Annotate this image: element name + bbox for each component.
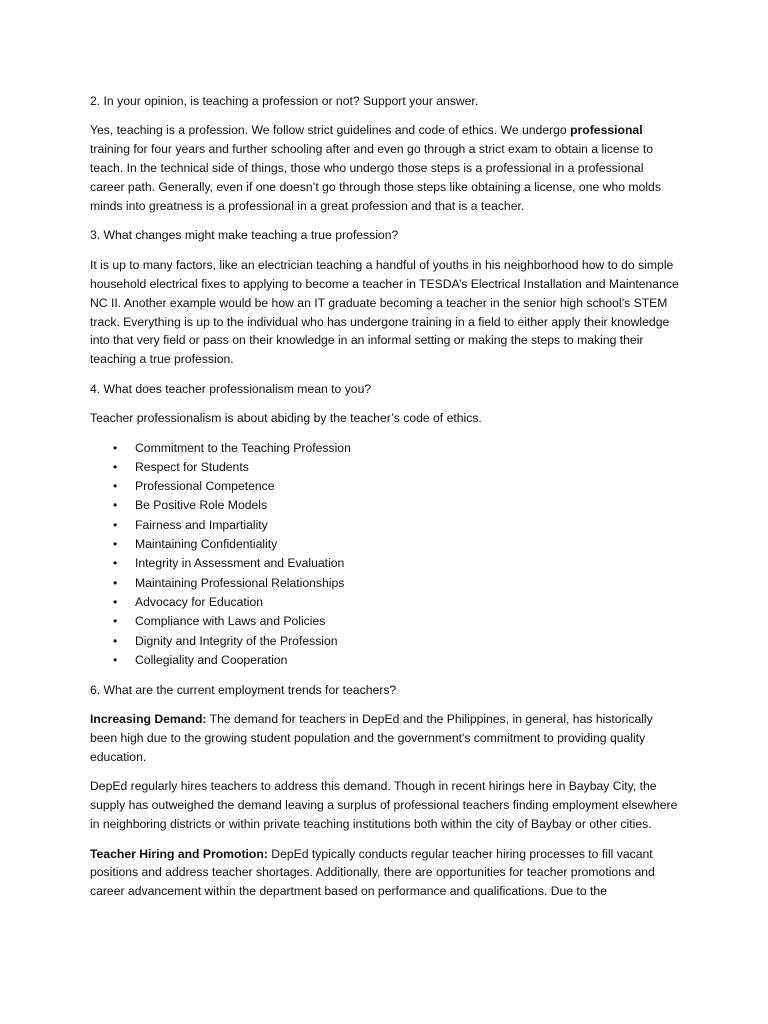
promotion-heading: Teacher Hiring and Promotion: xyxy=(90,846,268,861)
list-item-text: Maintaining Confidentiality xyxy=(135,537,278,552)
q2-answer-pre: Yes, teaching is a profession. We follow strict guidelines and code of ethics. We undergo xyxy=(90,123,571,138)
list-item xyxy=(90,458,680,477)
bullet: • xyxy=(113,498,118,513)
list-item xyxy=(90,554,680,573)
q4-answer: Teacher professionalism is about abiding by the teacher’s code of ethics. xyxy=(90,411,482,426)
q6-hiring-paragraph: DepEd regularly hires teachers to address this demand. Though in recent hirings here in Baybay City, the supply has outweighed the demand leaving a surplus of professional teachers finding employment elsewhere in neighboring districts or within private teaching institutions both within the city of Baybay or other cities. xyxy=(90,779,678,832)
bullet: • xyxy=(113,556,118,571)
list-item xyxy=(90,477,680,496)
q6-promotion-paragraph xyxy=(90,845,680,902)
promotion-text: DepEd typically conducts regular teacher hiring processes to fill vacant positions and address teacher shortages. Additionally, there are opportunities for teacher promotions and career advancement within the department based on performance and qualifications. Due to the xyxy=(90,846,655,899)
list-item-text: Be Positive Role Models xyxy=(135,498,268,513)
document-page xyxy=(90,92,680,912)
bullet: • xyxy=(113,537,118,552)
list-item-text: Respect for Students xyxy=(135,459,249,474)
list-item xyxy=(90,593,680,612)
list-item-text: Integrity in Assessment and Evaluation xyxy=(135,556,345,571)
list-item-text: Compliance with Laws and Policies xyxy=(135,614,326,629)
list-item xyxy=(90,612,680,631)
bullet: • xyxy=(113,440,118,455)
bullet: • xyxy=(113,594,118,609)
bullet: • xyxy=(113,633,118,648)
bullet: • xyxy=(113,517,118,532)
list-item xyxy=(90,632,680,651)
q4-question: 4. What does teacher professionalism mean to you? xyxy=(90,381,372,396)
q3-answer: It is up to many factors, like an electrician teaching a handful of youths in his neighborhood how to do simple household electrical fixes to applying to become a teacher in TESDA’s Electrical Installation and Maintenance NC II. Another example would be how an IT graduate becoming a teacher in the senior high school’s STEM track. Everything is up to the individual who has undergone training in a field to either apply their knowledge into that very field or pass on their knowledge in an informal setting or making the steps to making their teaching a true profession. xyxy=(90,257,679,367)
bullet: • xyxy=(113,479,118,494)
q6-demand-paragraph xyxy=(90,710,680,767)
list-item-text: Advocacy for Education xyxy=(135,594,264,609)
bullet: • xyxy=(113,459,118,474)
q2-answer xyxy=(90,121,680,216)
list-item-text: Maintaining Professional Relationships xyxy=(135,575,345,590)
bullet: • xyxy=(113,652,118,667)
list-item-text: Professional Competence xyxy=(135,479,275,494)
list-item xyxy=(90,496,680,515)
q2-answer-bold: professional xyxy=(570,123,643,138)
list-item-text: Collegiality and Cooperation xyxy=(135,652,288,667)
q3-question: 3. What changes might make teaching a true profession? xyxy=(90,228,399,243)
q2-question: 2. In your opinion, is teaching a profession or not? Support your answer. xyxy=(90,94,479,108)
list-item xyxy=(90,535,680,554)
list-item xyxy=(90,651,680,670)
demand-heading: Increasing Demand: xyxy=(90,712,207,727)
q6-question: 6. What are the current employment trends for teachers? xyxy=(90,682,397,697)
demand-text: The demand for teachers in DepEd and the Philippines, in general, has historically been high due to the growing student population and the government's commitment to providing quality education. xyxy=(90,712,653,764)
list-item-text: Dignity and Integrity of the Profession xyxy=(135,633,338,648)
list-item xyxy=(90,516,680,535)
code-of-ethics-list xyxy=(90,439,680,671)
list-item-text: Fairness and Impartiality xyxy=(135,517,268,532)
list-item xyxy=(90,574,680,593)
list-item xyxy=(90,439,680,458)
bullet: • xyxy=(113,575,118,590)
q2-answer-post: training for four years and further schooling after and even go through a strict exam to obtain a license to teach. In the technical side of things, those who undergo those steps is a professional in a professional career path. Generally, even if one doesn’t go through those steps like obtaining a license, one who molds minds into greatness is a professional in a great profession and that is a teacher. xyxy=(90,142,661,214)
bullet: • xyxy=(113,614,118,629)
list-item-text: Commitment to the Teaching Profession xyxy=(135,440,351,455)
